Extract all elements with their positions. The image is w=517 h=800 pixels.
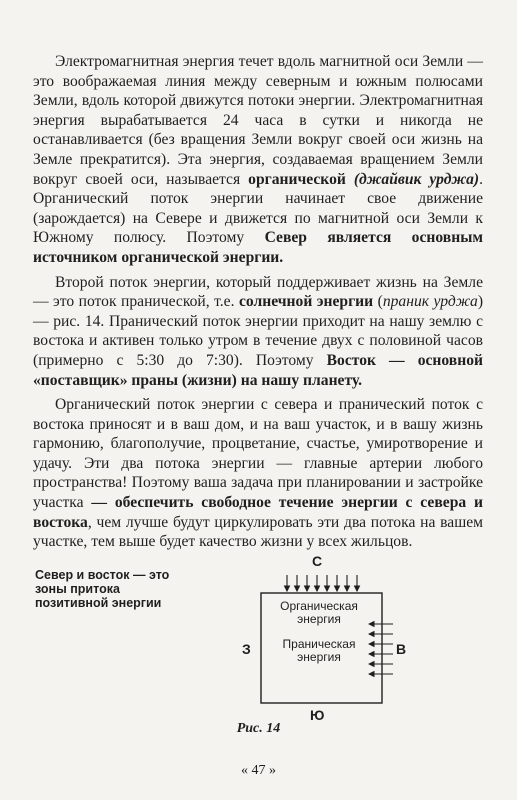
page-number: « 47 » (241, 763, 276, 778)
figure-side-caption: Север и восток — это зоны притока позитивной энергии (35, 568, 170, 610)
paragraph-1 (33, 52, 483, 268)
text-segment: . Органический поток энергии начинает свое движение (зарождается) на Севере и движется по магнитной оси Земли к Южному полюсу. Поэтому (33, 170, 483, 247)
body-text (33, 52, 483, 557)
text-segment: Восток — основной «поставщик» праны (жизни) на нашу планету. (33, 351, 483, 389)
east-label: В (396, 641, 407, 657)
text-segment: , чем лучше будут циркулировать эти два потока на вашем участке, тем выше будет качество жизни у всех жильцов. (33, 513, 483, 551)
text-segment: Север является основным источником органической энергии. (33, 229, 483, 266)
text-segment: Органический поток энергии с севера и пранический поток с востока приносят и в ваш дом, и на ваш участок, и в вашу жизнь гармонию, благополучие, процветание, счастье, умиротворение и удачу. Эти два потока энергии — главные артерии любого пространства! Поэтому ваша задача при планировании и застройке участка (33, 396, 483, 512)
text-segment: ) — рис. 14. Пранический поток энергии приходит на нашу землю с востока и активен только утром в течение двух с половиной часов (примерно с 5:30 до 7:30). Поэтому (33, 293, 484, 369)
text-segment: Электромагнитная энергия течет вдоль магнитной оси Земли — это воображаемая линия между северным и южным полюсами Земли, вдоль которой движутся потоки энергии. Электромагнитная энергия вырабатывается 24 часа в сутки и никогда не останавливается (без вращения Земли вокруг своей оси жизнь на Земле прекратится). Эта энергия, создаваемая вращением Земли вокруг своей оси, называется (33, 53, 483, 188)
diagram-drawing (230, 550, 430, 720)
north-label: С (312, 553, 323, 569)
paragraph-2 (33, 273, 483, 391)
text-segment: Второй поток энергии, который поддерживает жизнь на Земле — это поток пранической, т.е. (33, 273, 483, 311)
south-label: Ю (310, 707, 325, 723)
west-label: З (242, 641, 251, 657)
energy-flow-diagram (230, 550, 430, 723)
paragraph-3 (33, 395, 483, 552)
text-segment (346, 171, 354, 188)
text-segment: праник урджа (382, 293, 478, 311)
figure-caption: Рис. 14 (236, 721, 281, 736)
north-arrows (287, 575, 357, 591)
east-arrows (369, 624, 393, 674)
text-segment: органической (248, 170, 346, 188)
box-label-pranic: Праническая энергия (282, 637, 356, 664)
box-label-organic: Органическая энергия (280, 599, 358, 626)
text-segment: (джайвик урджа) (353, 170, 480, 188)
text-segment: солнечной энергии (238, 293, 374, 311)
text-segment: — обеспечить свободное течение энергии с севера и востока (33, 494, 483, 531)
text-segment: ( (373, 293, 383, 311)
